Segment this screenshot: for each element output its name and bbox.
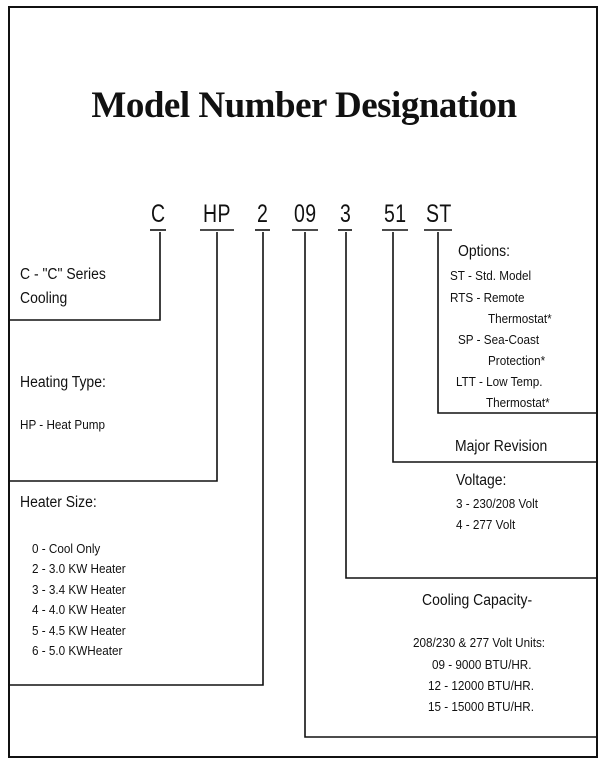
code-series: C [151, 200, 166, 228]
cooling-item: 12 - 12000 BTU/HR. [428, 678, 535, 693]
page-title: Model Number Designation [91, 85, 517, 126]
cooling-item: 09 - 9000 BTU/HR. [432, 657, 532, 672]
heater-item: 4 - 4.0 KW Heater [32, 602, 126, 617]
options-item: Thermostat* [486, 395, 550, 410]
code-cooling-capacity: 09 [294, 200, 317, 228]
connector-revision [393, 232, 598, 462]
voltage-heading: Voltage: [456, 472, 507, 489]
cooling-item: 15 - 15000 BTU/HR. [428, 699, 535, 714]
heating-item: HP - Heat Pump [20, 417, 105, 432]
options-item: Protection* [488, 353, 546, 368]
code-options: ST [426, 200, 452, 228]
voltage-item: 4 - 277 Volt [456, 517, 516, 532]
heater-item: 3 - 3.4 KW Heater [32, 582, 126, 597]
code-voltage: 3 [340, 200, 352, 228]
options-item: ST - Std. Model [450, 268, 532, 283]
cooling-subheading: 208/230 & 277 Volt Units: [413, 635, 546, 650]
options-item: SP - Sea-Coast [458, 332, 540, 347]
code-heating-type: HP [203, 200, 231, 228]
series-line-2: Cooling [20, 290, 68, 307]
heater-item: 0 - Cool Only [32, 541, 101, 556]
code-major-revision: 51 [384, 200, 407, 228]
heating-heading: Heating Type: [20, 374, 106, 391]
heater-item: 6 - 5.0 KWHeater [32, 643, 123, 658]
options-heading: Options: [458, 243, 510, 260]
options-item: RTS - Remote [450, 290, 525, 305]
heater-heading: Heater Size: [20, 494, 97, 511]
voltage-item: 3 - 230/208 Volt [456, 496, 538, 511]
code-heater-size: 2 [257, 200, 269, 228]
revision-heading: Major Revision [455, 438, 548, 455]
heater-item: 2 - 3.0 KW Heater [32, 561, 126, 576]
options-item: Thermostat* [488, 311, 552, 326]
series-line-1: C - "C" Series [20, 266, 106, 283]
heater-item: 5 - 4.5 KW Heater [32, 623, 126, 638]
cooling-heading: Cooling Capacity- [422, 592, 533, 609]
options-item: LTT - Low Temp. [456, 374, 543, 389]
